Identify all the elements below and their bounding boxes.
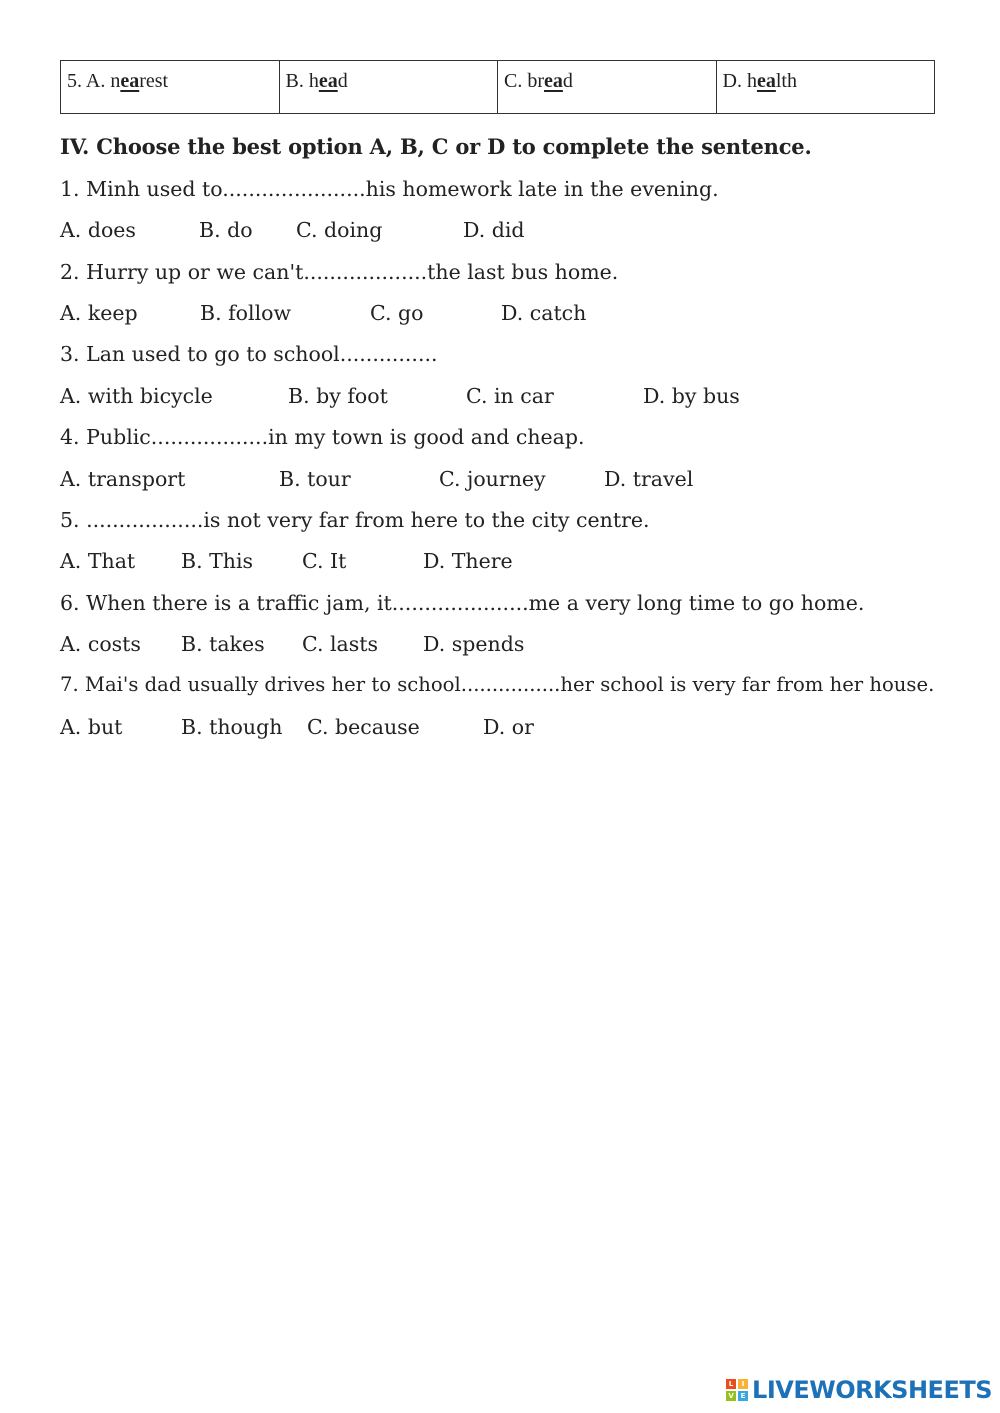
- question-7-text: 7. Mai's dad usually drives her to school................her school is very far from her house.: [60, 673, 935, 696]
- table-cell-d: D. health: [716, 61, 935, 114]
- table-row: [61, 61, 935, 114]
- logo-text: LIVEWORKSHEETS: [752, 1376, 992, 1404]
- question-1-option-a[interactable]: A. does: [60, 218, 136, 242]
- question-3-option-d[interactable]: D. by bus: [643, 384, 740, 408]
- question-5-text: 5. ..................is not very far from here to the city centre.: [60, 508, 650, 532]
- question-4-option-b[interactable]: B. tour: [279, 467, 351, 491]
- question-6-text: 6. When there is a traffic jam, it.....................me a very long time to go home.: [60, 591, 865, 615]
- question-2-option-b[interactable]: B. follow: [200, 301, 292, 325]
- question-3-text: 3. Lan used to go to school...............: [60, 342, 438, 366]
- question-5-option-d[interactable]: D. There: [423, 549, 513, 573]
- question-7-option-c[interactable]: C. because: [307, 715, 420, 739]
- question-6-option-a[interactable]: A. costs: [60, 632, 141, 656]
- question-2-text: 2. Hurry up or we can't...................the last bus home.: [60, 260, 619, 284]
- question-1-option-b[interactable]: B. do: [199, 218, 253, 242]
- question-4-option-a[interactable]: A. transport: [60, 467, 186, 491]
- question-2-option-d[interactable]: D. catch: [501, 301, 587, 325]
- question-6-option-c[interactable]: C. lasts: [302, 632, 379, 656]
- question-3-option-a[interactable]: A. with bicycle: [60, 384, 213, 408]
- table-cell-a: 5. A. nearest: [61, 61, 280, 114]
- liveworksheets-logo: [726, 1375, 992, 1405]
- question-1-text: 1. Minh used to......................his homework late in the evening.: [60, 177, 719, 201]
- question-7-option-b[interactable]: B. though: [181, 715, 283, 739]
- pronunciation-table: [60, 60, 935, 114]
- logo-letter: L: [726, 1379, 736, 1389]
- question-4-option-d[interactable]: D. travel: [604, 467, 694, 491]
- question-5-option-c[interactable]: C. It: [302, 549, 347, 573]
- logo-letter: V: [726, 1391, 736, 1401]
- question-6-option-d[interactable]: D. spends: [423, 632, 525, 656]
- table-cell-c: C. bread: [498, 61, 717, 114]
- question-2-option-c[interactable]: C. go: [370, 301, 424, 325]
- logo-letter: E: [738, 1391, 748, 1401]
- question-1-option-c[interactable]: C. doing: [296, 218, 383, 242]
- question-4-text: 4. Public..................in my town is good and cheap.: [60, 425, 585, 449]
- question-2-option-a[interactable]: A. keep: [60, 301, 138, 325]
- table-cell-b: B. head: [279, 61, 498, 114]
- question-6-option-b[interactable]: B. takes: [181, 632, 265, 656]
- question-1-option-d[interactable]: D. did: [463, 218, 525, 242]
- question-3-option-b[interactable]: B. by foot: [288, 384, 388, 408]
- logo-mark-icon: [726, 1379, 748, 1401]
- logo-letter: I: [738, 1379, 748, 1389]
- question-4-option-c[interactable]: C. journey: [439, 467, 546, 491]
- section-heading: IV. Choose the best option A, B, C or D to complete the sentence.: [60, 134, 812, 159]
- question-3-option-c[interactable]: C. in car: [466, 384, 554, 408]
- question-7-option-d[interactable]: D. or: [483, 715, 534, 739]
- question-7-option-a[interactable]: A. but: [60, 715, 123, 739]
- question-5-option-b[interactable]: B. This: [181, 549, 254, 573]
- question-5-option-a[interactable]: A. That: [60, 549, 136, 573]
